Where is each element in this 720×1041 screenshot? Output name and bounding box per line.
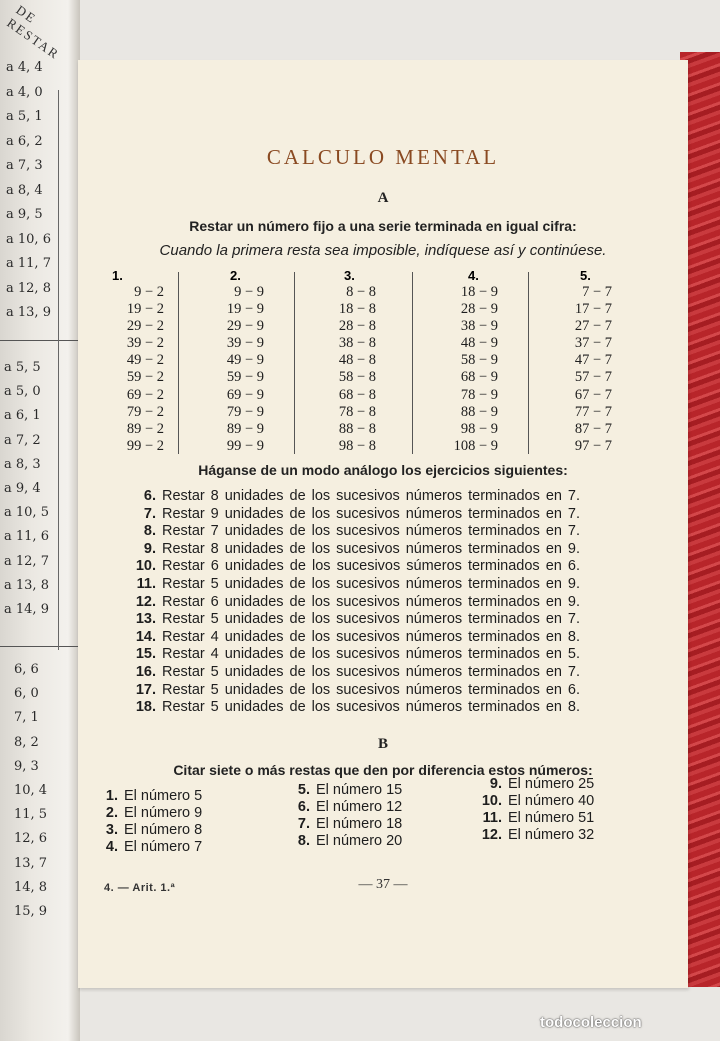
left-page-row: a 9, 4: [4, 481, 41, 496]
exercise-text: Restar 6 unidades de los sucesivos súmeros terminados en 6.: [162, 558, 580, 575]
exercise-item: [126, 646, 580, 664]
left-page-row: a 8, 4: [6, 182, 43, 198]
exercise-item: [126, 682, 580, 700]
page-title: CALCULO MENTAL: [266, 145, 500, 169]
book-page: [78, 60, 688, 988]
subtraction-item: 7 − 7: [582, 284, 612, 300]
subtraction-item: 39 − 9: [226, 335, 264, 352]
left-page-row: a 4, 4: [6, 60, 43, 75]
difference-item: [476, 776, 594, 793]
subtraction-item: 48 − 8: [338, 352, 376, 369]
exercise-column-4: [426, 268, 498, 455]
difference-text: El número 5: [124, 788, 203, 804]
section-b-heading: Citar siete o más restas que den por diferencia estos números:: [173, 762, 593, 778]
section-b-letter: B: [377, 736, 388, 752]
exercise-number: 17.: [135, 681, 156, 698]
exercise-item: [126, 699, 580, 717]
left-page-row: a 7, 3: [6, 158, 43, 173]
difference-number: 11.: [482, 810, 502, 826]
subtraction-item: 78 − 8: [338, 403, 376, 420]
exercise-text: Restar 6 unidades de los sucesivos números terminados en 9.: [162, 593, 580, 610]
exercise-item: [126, 611, 580, 629]
difference-item: [92, 822, 202, 839]
section-a-heading: Restar un número fijo a una serie terminada en igual cifra:: [189, 218, 577, 234]
exercise-item: [126, 558, 580, 576]
difference-number: 6.: [297, 799, 310, 815]
difference-item: [476, 793, 594, 810]
left-page-column-line: [58, 90, 59, 650]
difference-text: El número 40: [508, 793, 595, 809]
exercise-column-2: [198, 268, 264, 455]
subtraction-item: 29 − 9: [226, 318, 264, 335]
subtraction-item: 79 − 2: [126, 403, 164, 420]
difference-number: 8.: [297, 833, 310, 849]
subtraction-item: 79 − 9: [226, 403, 264, 420]
difference-item: [284, 833, 402, 850]
subtraction-item: 89 − 2: [126, 420, 164, 437]
left-page-row: a 13, 8: [4, 577, 49, 593]
subtraction-item: 19 − 2: [126, 301, 164, 318]
exercise-text: Restar 5 unidades de los sucesivos números terminados en 7.: [162, 611, 580, 628]
subtraction-item: 99 − 2: [126, 437, 164, 454]
left-page-row: a 5, 1: [6, 109, 43, 124]
difference-text: El número 9: [124, 805, 203, 821]
subtraction-item: 98 − 9: [460, 420, 498, 437]
difference-text: El número 8: [124, 822, 203, 838]
exercise-text: Restar 8 unidades de los sucesivos números terminados en 9.: [162, 540, 580, 557]
subtraction-item: 28 − 8: [338, 318, 376, 335]
subtraction-item: 37 − 7: [574, 335, 612, 352]
left-page-row: a 10, 5: [4, 505, 49, 521]
subtraction-item: 99 − 9: [226, 437, 264, 454]
subtraction-item: 88 − 8: [338, 420, 376, 437]
left-page-row: a 6, 2: [6, 133, 43, 149]
difference-text: El número 25: [508, 776, 595, 792]
left-page-row: a 13, 9: [6, 305, 51, 320]
subtraction-item: 9 − 2: [134, 284, 164, 300]
subtraction-item: 68 − 9: [460, 369, 498, 386]
column-number: 5.: [580, 268, 591, 283]
subtraction-item: 58 − 9: [460, 352, 498, 369]
exercise-item: [126, 576, 580, 594]
subtraction-item: 38 − 9: [460, 318, 498, 335]
left-page-divider: [0, 340, 80, 341]
difference-item: [476, 810, 594, 827]
exercise-text: Restar 7 unidades de los sucesivos números terminados en 7.: [162, 523, 580, 540]
left-page-row: 6, 0: [14, 686, 39, 702]
difference-text: El número 32: [508, 827, 595, 843]
left-page-row: a 11, 7: [6, 256, 51, 271]
section-a-instruction: Cuando la primera resta sea imposible, indíquese así y continúese.: [159, 242, 607, 259]
column-number: 1.: [112, 268, 123, 283]
column-divider: [178, 272, 179, 454]
subtraction-item: 27 − 7: [574, 318, 612, 335]
exercise-number: 10.: [135, 558, 156, 575]
subtraction-item: 8 − 8: [346, 284, 376, 300]
exercise-number: 13.: [135, 611, 156, 628]
difference-number: 10.: [481, 793, 502, 809]
subtraction-item: 38 − 8: [338, 335, 376, 352]
watermark-logo: todocoleccion: [540, 1014, 642, 1031]
difference-text: El número 7: [124, 839, 203, 855]
difference-item: [92, 805, 202, 822]
subtraction-item: 59 − 2: [126, 369, 164, 386]
left-page-row: 12, 6: [14, 831, 48, 847]
left-page-row: a 5, 0: [4, 384, 41, 400]
difference-item: [92, 839, 202, 856]
exercise-column-3: [314, 268, 376, 455]
exercise-item: [126, 488, 580, 506]
left-page-row: a 14, 9: [4, 602, 49, 617]
subtraction-item: 29 − 2: [126, 318, 164, 335]
difference-number: 2.: [105, 805, 118, 821]
exercise-text: Restar 5 unidades de los sucesivos números terminados en 7.: [162, 664, 580, 680]
subtraction-item: 18 − 9: [460, 284, 498, 300]
exercise-text: Restar 5 unidades de los sucesivos números terminados en 8.: [162, 699, 580, 716]
exercise-number: 8.: [143, 523, 156, 540]
exercise-item: [126, 594, 580, 612]
subtraction-item: 69 − 9: [226, 386, 264, 403]
subtraction-item: 9 − 9: [234, 284, 264, 300]
column-number: 4.: [468, 268, 479, 283]
exercise-text: Restar 8 unidades de los sucesivos números terminados en 7.: [162, 488, 580, 504]
difference-number: 5.: [297, 782, 310, 798]
left-page-row: 7, 1: [14, 710, 39, 726]
exercise-item: [126, 523, 580, 541]
subtraction-item: 108 − 9: [453, 437, 498, 454]
left-page-row: 8, 2: [14, 734, 39, 750]
column-divider: [294, 272, 295, 454]
subtraction-item: 19 − 9: [226, 301, 264, 318]
left-page-row: 13, 7: [14, 855, 48, 871]
difference-text: El número 15: [316, 782, 403, 798]
left-page-row: a 4, 0: [6, 84, 43, 100]
left-page-row: a 8, 3: [4, 456, 41, 472]
exercise-number: 9.: [143, 540, 156, 557]
column-divider: [412, 272, 413, 454]
exercise-text: Restar 4 unidades de los sucesivos números terminados en 8.: [162, 628, 580, 645]
left-page-row: 10, 4: [14, 783, 48, 798]
subtraction-item: 67 − 7: [574, 386, 612, 403]
subtraction-item: 17 − 7: [574, 301, 612, 318]
exercise-item: [126, 629, 580, 647]
difference-number: 4.: [105, 839, 118, 855]
difference-number: 12.: [481, 827, 502, 843]
difference-item: [284, 799, 402, 816]
subtraction-item: 49 − 2: [126, 352, 164, 369]
analog-heading: Háganse de un modo análogo los ejercicios siguientes:: [198, 462, 568, 478]
left-page-row: a 6, 1: [4, 408, 41, 424]
exercise-column-5: [552, 268, 612, 455]
left-page-row: 9, 3: [14, 758, 39, 774]
left-page-row: a 12, 7: [4, 553, 49, 569]
exercise-number: 11.: [136, 576, 156, 592]
difference-text: El número 12: [316, 799, 403, 815]
subtraction-item: 48 − 9: [460, 335, 498, 352]
subtraction-item: 69 − 2: [126, 386, 164, 403]
difference-number: 9.: [489, 776, 502, 792]
subtraction-item: 98 − 8: [338, 437, 376, 454]
left-page-row: 11, 5: [14, 807, 48, 823]
exercise-number: 12.: [135, 593, 156, 610]
difference-item: [284, 816, 402, 833]
left-page-row: 6, 6: [14, 662, 39, 677]
subtraction-item: 68 − 8: [338, 386, 376, 403]
difference-item: [284, 782, 402, 799]
difference-number: 7.: [297, 816, 310, 832]
exercise-number: 7.: [143, 505, 156, 522]
subtraction-item: 18 − 8: [338, 301, 376, 318]
subtraction-item: 57 − 7: [574, 369, 612, 386]
exercise-text: Restar 4 unidades de los sucesivos números terminados en 5.: [162, 646, 580, 663]
left-page-row: a 12, 8: [6, 280, 51, 296]
subtraction-item: 88 − 9: [460, 403, 498, 420]
subtraction-item: 49 − 9: [226, 352, 264, 369]
left-page-divider: [0, 646, 80, 647]
difference-text: El número 51: [508, 810, 595, 826]
subtraction-item: 97 − 7: [574, 437, 612, 454]
difference-number: 3.: [105, 822, 118, 838]
subtraction-item: 47 − 7: [574, 352, 612, 369]
exercise-number: 14.: [135, 628, 156, 645]
left-page-row: a 11, 6: [4, 529, 49, 545]
column-divider: [528, 272, 529, 454]
left-page-row: a 5, 5: [4, 360, 41, 375]
left-page-row: 14, 8: [14, 879, 48, 895]
left-page-header: DE RESTAR: [4, 2, 63, 63]
subtraction-item: 89 − 9: [226, 420, 264, 437]
exercise-item: [126, 541, 580, 559]
exercise-number: 16.: [135, 664, 156, 680]
exercise-text: Restar 5 unidades de los sucesivos números terminados en 6.: [162, 681, 580, 698]
exercise-text: Restar 5 unidades de los sucesivos números terminados en 9.: [162, 576, 580, 592]
left-page-row: a 7, 2: [4, 432, 41, 448]
exercise-number: 15.: [135, 646, 156, 663]
subtraction-item: 28 − 9: [460, 301, 498, 318]
difference-item: [476, 827, 594, 844]
exercise-column-1: [100, 268, 164, 455]
column-number: 2.: [230, 268, 241, 283]
page-number: — 37 —: [358, 877, 408, 892]
subtraction-item: 59 − 9: [226, 369, 264, 386]
subtraction-item: 87 − 7: [574, 420, 612, 437]
footer-signature: 4. — Arit. 1.ª: [104, 882, 176, 894]
section-a-letter: A: [377, 190, 389, 206]
left-page-row: a 9, 5: [6, 207, 43, 222]
exercise-number: 18.: [135, 699, 156, 716]
subtraction-item: 77 − 7: [574, 403, 612, 420]
left-page-row: 15, 9: [14, 904, 48, 919]
difference-text: El número 20: [316, 833, 403, 849]
exercise-item: [126, 506, 580, 524]
subtraction-item: 58 − 8: [338, 369, 376, 386]
exercise-text: Restar 9 unidades de los sucesivos números terminados en 7.: [162, 505, 580, 522]
left-page-row: a 10, 6: [6, 231, 51, 247]
exercise-item: [126, 664, 580, 682]
exercise-number: 6.: [143, 488, 156, 504]
difference-item: [92, 788, 202, 805]
subtraction-item: 78 − 9: [460, 386, 498, 403]
difference-text: El número 18: [316, 816, 403, 832]
left-page-edge: [0, 0, 80, 1041]
column-number: 3.: [344, 268, 355, 283]
subtraction-item: 39 − 2: [126, 335, 164, 352]
difference-number: 1.: [105, 788, 118, 804]
